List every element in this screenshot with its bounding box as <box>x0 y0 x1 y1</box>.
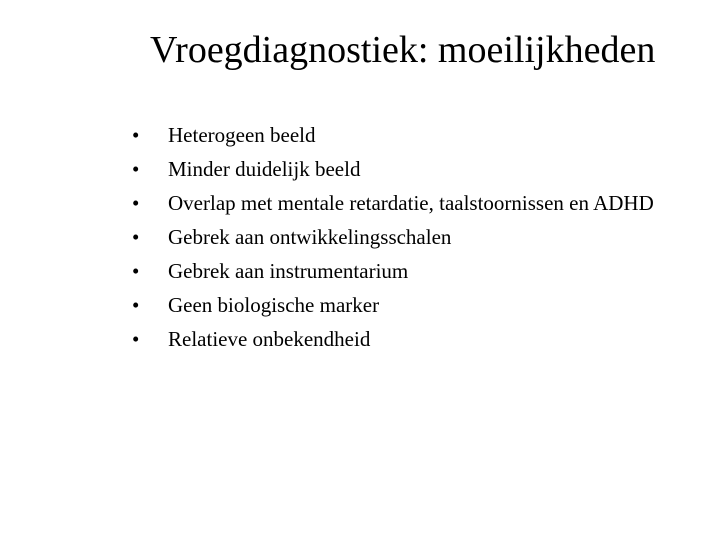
list-item <box>132 220 672 254</box>
bullet-text: Overlap met mentale retardatie, taalstoornissen en ADHD <box>168 191 654 215</box>
bullet-list <box>132 118 672 356</box>
list-item <box>132 118 672 152</box>
bullet-text: Heterogeen beeld <box>168 123 316 147</box>
bullet-icon: • <box>132 327 140 351</box>
bullet-icon: • <box>132 191 140 215</box>
list-item <box>132 322 672 356</box>
list-item <box>132 152 672 186</box>
bullet-icon: • <box>132 123 140 147</box>
bullet-text: Relatieve onbekendheid <box>168 327 371 351</box>
bullet-text: Geen biologische marker <box>168 293 380 317</box>
bullet-icon: • <box>132 259 140 283</box>
list-item <box>132 254 672 288</box>
bullet-icon: • <box>132 293 140 317</box>
bullet-text: Minder duidelijk beeld <box>168 157 361 181</box>
bullet-text: Gebrek aan instrumentarium <box>168 259 409 283</box>
bullet-icon: • <box>132 225 140 249</box>
bullet-icon: • <box>132 157 140 181</box>
list-item <box>132 288 672 322</box>
list-item <box>132 186 672 220</box>
slide-title: Vroegdiagnostiek: moeilijkheden <box>150 29 656 71</box>
bullet-text: Gebrek aan ontwikkelingsschalen <box>168 225 452 249</box>
